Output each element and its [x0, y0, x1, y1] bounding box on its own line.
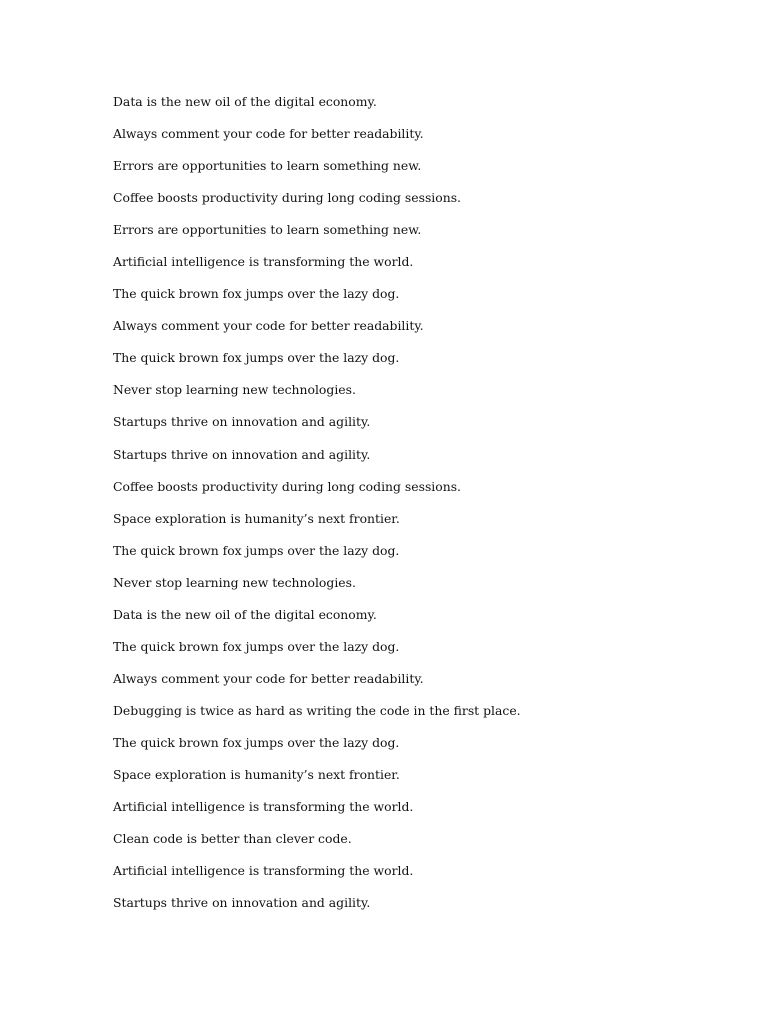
text-line: Startups thrive on innovation and agility. — [113, 446, 371, 462]
text-line: Coffee boosts productivity during long coding sessions. — [113, 190, 461, 206]
text-line: Artificial intelligence is transforming the world. — [113, 863, 414, 879]
text-line: Space exploration is humanity’s next frontier. — [113, 510, 400, 526]
text-line: Debugging is twice as hard as writing the code in the first place. — [113, 702, 521, 718]
text-line: The quick brown fox jumps over the lazy dog. — [113, 638, 400, 654]
text-line: The quick brown fox jumps over the lazy dog. — [113, 286, 400, 302]
text-line: Startups thrive on innovation and agility. — [113, 414, 371, 430]
text-line: Always comment your code for better readability. — [113, 126, 424, 142]
text-line: Always comment your code for better readability. — [113, 318, 424, 334]
text-line: Data is the new oil of the digital economy. — [113, 94, 377, 109]
text-line: Artificial intelligence is transforming the world. — [113, 799, 414, 815]
text-line: Errors are opportunities to learn something new. — [113, 158, 422, 174]
text-line: Space exploration is humanity’s next frontier. — [113, 766, 400, 782]
text-line: Artificial intelligence is transforming the world. — [113, 254, 414, 270]
document-body — [113, 92, 673, 925]
text-line: The quick brown fox jumps over the lazy dog. — [113, 734, 400, 750]
text-line: The quick brown fox jumps over the lazy dog. — [113, 542, 400, 558]
text-line: Clean code is better than clever code. — [113, 831, 352, 847]
text-line: Never stop learning new technologies. — [113, 574, 356, 590]
text-line: Startups thrive on innovation and agility. — [113, 895, 371, 911]
text-line: Coffee boosts productivity during long coding sessions. — [113, 478, 461, 494]
text-line: Data is the new oil of the digital economy. — [113, 606, 377, 622]
text-line: Never stop learning new technologies. — [113, 382, 356, 398]
text-line: Always comment your code for better readability. — [113, 670, 424, 686]
text-line: The quick brown fox jumps over the lazy dog. — [113, 350, 400, 366]
text-line: Errors are opportunities to learn something new. — [113, 222, 422, 238]
